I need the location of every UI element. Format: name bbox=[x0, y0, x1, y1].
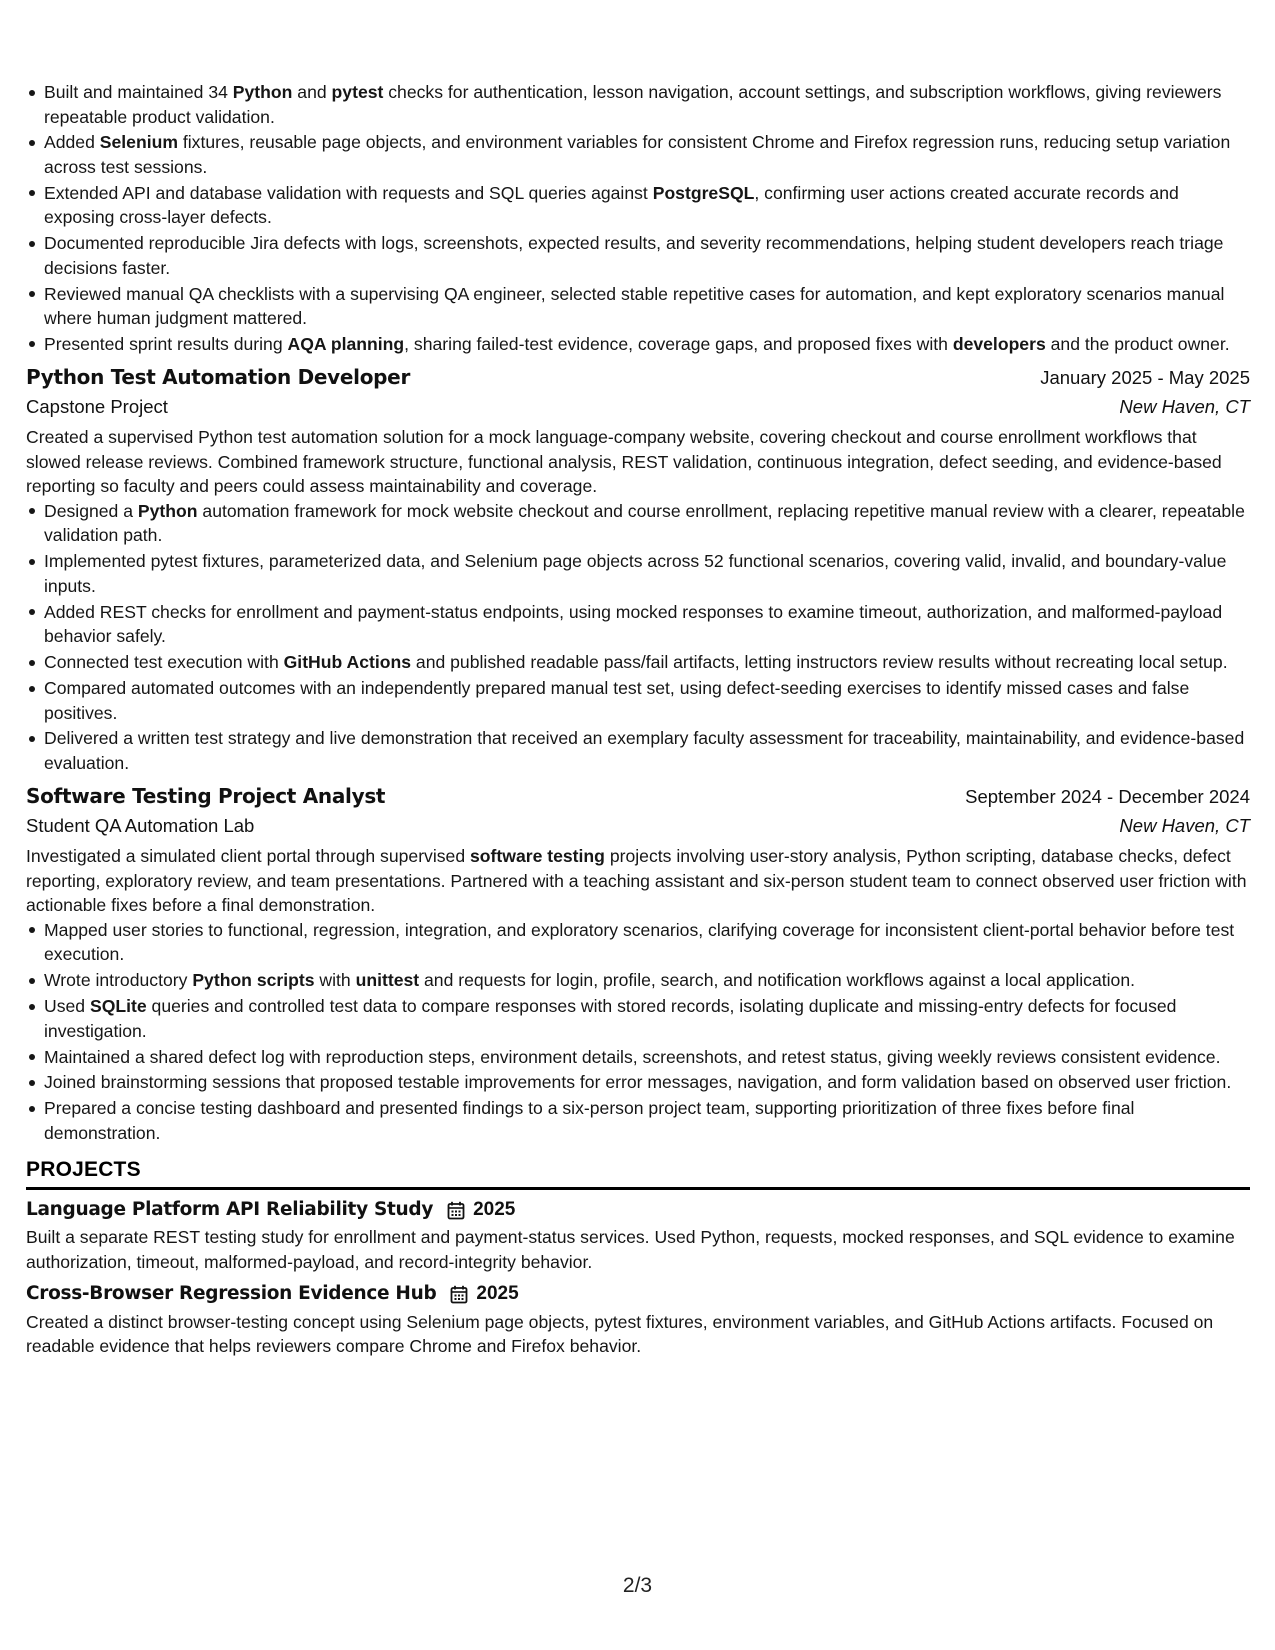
bold-keyword: Python bbox=[137, 500, 198, 521]
bullet-item: Extended API and database validation with requests and SQL queries against PostgreSQL, confirming user actions created accurate records and exposing cross-layer defects. bbox=[44, 181, 1250, 230]
bullet-item: Added Selenium fixtures, reusable page objects, and environment variables for consistent Chrome and Firefox regression runs, reducing setup variation across test sessions. bbox=[44, 130, 1250, 179]
entry-header bbox=[26, 784, 1250, 810]
bullet-item: Presented sprint results during AQA planning, sharing failed-test evidence, coverage gaps, and proposed fixes with developers and the product owner. bbox=[44, 332, 1250, 357]
project-entry bbox=[26, 1198, 1250, 1275]
calendar-icon bbox=[447, 1201, 465, 1220]
entry-subheader bbox=[26, 814, 1250, 839]
bold-keyword: PostgreSQL bbox=[652, 182, 755, 203]
bold-keyword: AQA planning bbox=[287, 333, 405, 354]
project-name: Language Platform API Reliability Study bbox=[26, 1198, 434, 1220]
bullet-item: Used SQLite queries and controlled test data to compare responses with stored records, isolating duplicate and missing-entry defects for focused investigation. bbox=[44, 994, 1250, 1043]
job-title: Python Test Automation Developer bbox=[26, 365, 411, 390]
entry-header bbox=[26, 365, 1250, 391]
entry-bullets bbox=[26, 918, 1250, 1145]
location: New Haven, CT bbox=[1119, 814, 1250, 836]
bold-keyword: software testing bbox=[470, 846, 605, 867]
bold-keyword: pytest bbox=[331, 82, 384, 102]
experience-entry bbox=[26, 784, 1250, 1145]
bullet-item: Designed a Python automation framework for mock website checkout and course enrollment, replacing repetitive manual review with a clearer, repeatable validation path. bbox=[44, 499, 1250, 548]
bullet-item: Implemented pytest fixtures, parameterized data, and Selenium page objects across 52 functional scenarios, covering valid, invalid, and boundary-value inputs. bbox=[44, 549, 1250, 598]
bullet-item: Added REST checks for enrollment and payment-status endpoints, using mocked responses to examine timeout, authorization, and malformed-payload behavior safely. bbox=[44, 600, 1250, 649]
bullet-item: Reviewed manual QA checklists with a supervising QA engineer, selected stable repetitive cases for automation, and kept exploratory scenarios manual where human judgment mattered. bbox=[44, 282, 1250, 331]
job-title: Software Testing Project Analyst bbox=[26, 784, 386, 809]
bullet-item: Maintained a shared defect log with reproduction steps, environment details, screenshots, and retest status, giving weekly reviews consistent evidence. bbox=[44, 1045, 1250, 1070]
bullet-item: Documented reproducible Jira defects with logs, screenshots, expected results, and severity recommendations, helping student developers reach triage decisions faster. bbox=[44, 231, 1250, 280]
entry-bullets bbox=[26, 499, 1250, 775]
bullet-item: Connected test execution with GitHub Actions and published readable pass/fail artifacts, letting instructors review results without recreating local setup. bbox=[44, 650, 1250, 675]
entry-summary: Created a supervised Python test automation solution for a mock language-company website, covering checkout and course enrollment workflows that slowed release reviews. Combined framework structure, functional analysis, REST validation, continuous integration, defect seeding, and evidence-based reporting so faculty and peers could assess maintainability and coverage. bbox=[26, 427, 1222, 497]
bullet-item: Prepared a concise testing dashboard and presented findings to a six-person project team, supporting prioritization of three fixes before final demonstration. bbox=[44, 1096, 1250, 1145]
organization: Capstone Project bbox=[26, 395, 168, 417]
bullet-item: Built and maintained 34 Python and pytest checks for authentication, lesson navigation, account settings, and subscription workflows, giving reviewers repeatable product validation. bbox=[44, 80, 1250, 129]
project-header bbox=[26, 1198, 1250, 1223]
project-year: 2025 bbox=[476, 1283, 519, 1305]
bullet-item: Compared automated outcomes with an independently prepared manual test set, using defect-seeding exercises to identify missed cases and false positives. bbox=[44, 676, 1250, 725]
experience-entry bbox=[26, 365, 1250, 775]
project-entry bbox=[26, 1282, 1250, 1359]
job-dates: January 2025 - May 2025 bbox=[1040, 367, 1250, 389]
bullet-item: Wrote introductory Python scripts with unittest and requests for login, profile, search, and notification workflows against a local application. bbox=[44, 968, 1250, 993]
bold-keyword: Python bbox=[232, 82, 293, 102]
project-description: Built a separate REST testing study for enrollment and payment-status services. Used Python, requests, mocked responses, and SQL evidence to examine authorization, timeout, malformed-payload, and record-integrity behavior. bbox=[26, 1227, 1235, 1272]
page-number: 2/3 bbox=[622, 1574, 653, 1597]
experience-bullets-previous bbox=[26, 80, 1250, 356]
section-title-projects: PROJECTS bbox=[26, 1158, 1250, 1190]
job-dates: September 2024 - December 2024 bbox=[965, 786, 1250, 808]
bold-keyword: Selenium bbox=[99, 132, 178, 153]
project-header bbox=[26, 1282, 1250, 1307]
project-name: Cross-Browser Regression Evidence Hub bbox=[26, 1283, 437, 1305]
bullet-item: Delivered a written test strategy and live demonstration that received an exemplary faculty assessment for traceability, maintainability, and evidence-based evaluation. bbox=[44, 726, 1250, 775]
entry-summary: Investigated a simulated client portal through supervised software testing projects involving user-story analysis, Python scripting, database checks, defect reporting, exploratory review, and team presentations. Partnered with a teaching assistant and six-person student team to connect observed user friction with actionable fixes before a final demonstration. bbox=[26, 846, 1247, 916]
bold-keyword: Python scripts bbox=[192, 970, 315, 991]
entry-subheader bbox=[26, 395, 1250, 420]
project-year: 2025 bbox=[473, 1198, 516, 1220]
location: New Haven, CT bbox=[1119, 395, 1250, 417]
bullet-item: Joined brainstorming sessions that proposed testable improvements for error messages, navigation, and form validation based on observed user friction. bbox=[44, 1070, 1250, 1095]
resume-page bbox=[26, 80, 1250, 1359]
bold-keyword: unittest bbox=[355, 970, 420, 991]
calendar-icon bbox=[450, 1285, 468, 1304]
bold-keyword: GitHub Actions bbox=[283, 652, 412, 673]
project-description: Created a distinct browser-testing concept using Selenium page objects, pytest fixtures, environment variables, and GitHub Actions artifacts. Focused on readable evidence that helps reviewers compare Chrome and Firefox behavior. bbox=[26, 1311, 1214, 1357]
bold-keyword: developers bbox=[952, 333, 1046, 354]
bullet-item: Mapped user stories to functional, regression, integration, and exploratory scenarios, clarifying coverage for inconsistent client-portal behavior before test execution. bbox=[44, 918, 1250, 967]
organization: Student QA Automation Lab bbox=[26, 814, 255, 836]
bold-keyword: SQLite bbox=[89, 996, 147, 1017]
